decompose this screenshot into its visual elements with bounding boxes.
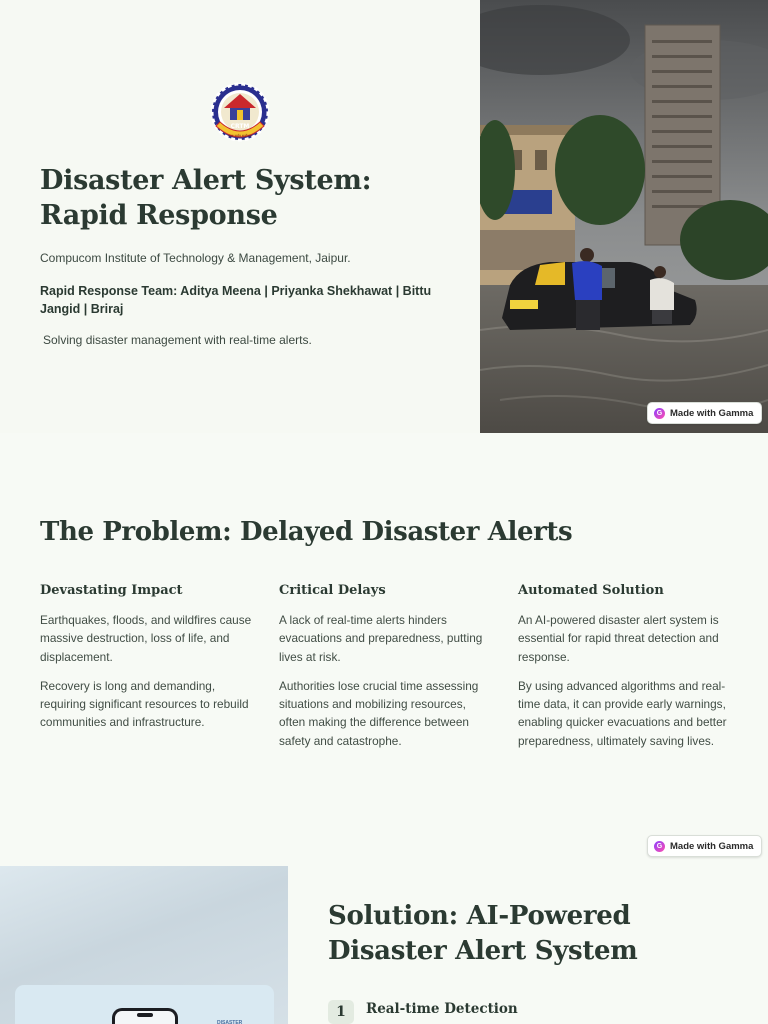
column-heading: Critical Delays (279, 583, 386, 598)
logo-text: CRTM (230, 123, 250, 130)
column-paragraph: Recovery is long and demanding, requiring significant resources to rebuild communities and infrastructure. (40, 678, 249, 730)
title-slide (0, 0, 768, 433)
step-title: Real-time Detection (366, 1001, 518, 1017)
phone-illustration (0, 866, 288, 1024)
institute-name: Compucom Institute of Technology & Management, Jaipur. (40, 251, 351, 265)
gamma-logo-icon: G (654, 408, 665, 419)
team-members: Rapid Response Team: Aditya Meena | Priyanka Shekhawat | Bittu Jangid | Briraj (40, 284, 432, 316)
column-paragraph: By using advanced algorithms and real-time data, it can provide early warnings, enabling quicker evacuations and better preparedness, ultimately saving lives. (518, 678, 727, 748)
badge-label: Made with Gamma (670, 407, 754, 419)
flood-photo (480, 0, 768, 433)
mini-label: DISASTER (217, 1020, 243, 1024)
logo-caption: सदा सर्वत्र सर्वोत्तम (228, 134, 252, 138)
column-paragraph: Authorities lose crucial time assessing situations and mobilizing resources, often making the difference between safety and catastrophe. (279, 678, 479, 748)
column-critical-delays (279, 583, 494, 761)
solution-slide (0, 866, 768, 1024)
made-with-gamma-badge[interactable] (647, 835, 762, 857)
column-paragraph: A lack of real-time alerts hinders evacuations and preparedness, putting lives at risk. (279, 613, 483, 664)
step-number-badge: 1 (328, 1000, 354, 1024)
column-devastating-impact (40, 583, 255, 743)
problem-title: The Problem: Delayed Disaster Alerts (40, 517, 573, 547)
college-logo (210, 82, 270, 147)
solution-title: Solution: AI-Powered Disaster Alert System (328, 901, 638, 966)
tagline: Solving disaster management with real-time alerts. (43, 333, 312, 347)
made-with-gamma-badge[interactable] (647, 402, 762, 424)
badge-label: Made with Gamma (670, 840, 754, 852)
column-paragraph: Earthquakes, floods, and wildfires cause massive destruction, loss of life, and displacement. (40, 613, 252, 664)
column-heading: Automated Solution (518, 583, 664, 598)
column-automated-solution (518, 583, 733, 761)
page-title: Disaster Alert System: Rapid Response (40, 165, 372, 231)
column-heading: Devastating Impact (40, 583, 183, 598)
phone-mockup (112, 1008, 178, 1024)
phone-notch (137, 1013, 153, 1017)
column-paragraph: An AI-powered disaster alert system is essential for rapid threat detection and response. (518, 613, 719, 664)
gamma-logo-icon: G (654, 841, 665, 852)
problem-slide (0, 433, 768, 866)
